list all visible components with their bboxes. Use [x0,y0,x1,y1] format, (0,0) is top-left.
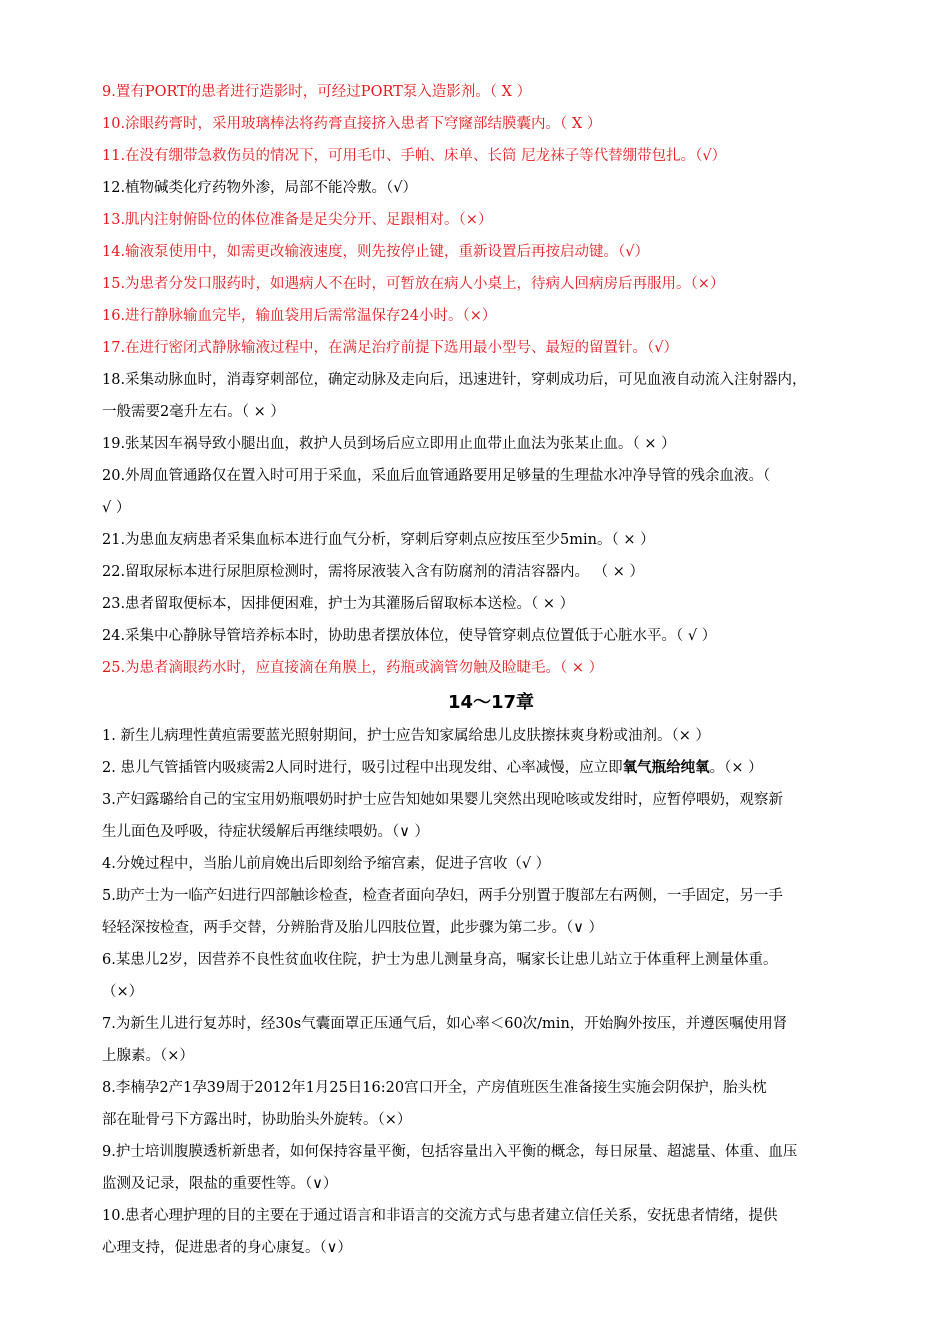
list-item: 监测及记录，限盐的重要性等。（∨） [102,1176,338,1192]
list-item: 16.进行静脉输血完毕，输血袋用后需常温保存24小时。（×） [102,308,497,324]
list-item: 18.采集动脉血时，消毒穿刺部位，确定动脉及走向后，迅速进针，穿刺成功后，可见血液自动流入注射器内， [102,372,807,388]
list-item: 5.助产士为一临产妇进行四部触诊检查，检查者面向孕妇，两手分别置于腹部左右两侧，一手固定，另一手 [102,888,783,904]
section-b-list [102,720,880,1264]
document-page [102,76,880,1264]
bold-emphasis: 氧气瓶给纯氧 [622,760,710,776]
list-item: 13.肌内注射俯卧位的体位准备是足尖分开、足跟相对。（×） [102,212,493,228]
list-item: 10.患者心理护理的目的主要在于通过语言和非语言的交流方式与患者建立信任关系，安抚患者情绪，提供 [102,1208,778,1224]
section-a-list [102,76,880,684]
list-item: 部在耻骨弓下方露出时，协助胎头外旋转。（×） [102,1112,412,1128]
list-item: 11.在没有绷带急救伤员的情况下，可用毛巾、手帕、床单、长筒 尼龙袜子等代替绷带包扎。（√） [102,148,727,164]
list-item: 23.患者留取便标本，因排便困难，护士为其灌肠后留取标本送检。（ × ） [102,596,575,612]
list-item: 4.分娩过程中，当胎儿前肩娩出后即刻给予缩宫素，促进子宫收（√ ） [102,856,551,872]
list-item: 21.为患血友病患者采集血标本进行血气分析，穿刺后穿刺点应按压至少5min。（ × ） [102,532,655,548]
chapter-heading: 14～17章 [447,692,535,713]
list-item: 20.外周血管通路仅在置入时可用于采血，采血后血管通路要用足够量的生理盐水冲净导管的残余血液。（ [102,468,771,484]
list-item-answer: 。（× ） [709,760,763,776]
list-item: 10.涂眼药膏时，采用玻璃棒法将药膏直接挤入患者下穹窿部结膜囊内。（ X ） [102,116,602,132]
list-item-text: 2. 患儿气管插管内吸痰需2人同时进行，吸引过程中出现发绀、心率减慢，应立即 [102,760,623,776]
list-item: √ ） [102,500,131,516]
list-item: 15.为患者分发口服药时，如遇病人不在时，可暂放在病人小桌上，待病人回病房后再服用。（×） [102,276,725,292]
list-item: 7.为新生儿进行复苏时，经30s气囊面罩正压通气后，如心率＜60次/min，开始胸外按压，并遵医嘱使用肾 [102,1016,788,1032]
list-item: 6.某患儿2岁，因营养不良性贫血收住院，护士为患儿测量身高，嘱家长让患儿站立于体重秤上测量体重。 [102,952,778,968]
list-item: 1. 新生儿病理性黄疸需要蓝光照射期间，护士应告知家属给患儿皮肤擦抹爽身粉或油剂。（× ） [102,728,710,744]
list-item: 12.植物碱类化疗药物外渗，局部不能冷敷。（√） [102,180,418,196]
list-item: 8.李楠孕2产1孕39周于2012年1月25日16:20宫口开全，产房值班医生准备接生实施会阴保护，胎头枕 [102,1080,767,1096]
list-item [102,752,880,784]
list-item: 心理支持，促进患者的身心康复。（∨） [102,1240,352,1256]
list-item: 3.产妇露璐给自己的宝宝用奶瓶喂奶时护士应告知她如果婴儿突然出现呛咳或发绀时，应暂停喂奶，观察新 [102,792,783,808]
list-item: 25.为患者滴眼药水时，应直接滴在角膜上，药瓶或滴管勿触及睑睫毛。（ × ） [102,660,604,676]
list-item: 14.输液泵使用中，如需更改输液速度，则先按停止键，重新设置后再按启动键。（√） [102,244,650,260]
list-item: （×） [102,984,144,1000]
list-item: 9.护士培训腹膜透析新患者，如何保持容量平衡，包括容量出入平衡的概念，每日尿量、超滤量、体重、血压 [102,1144,798,1160]
list-item: 17.在进行密闭式静脉输液过程中，在满足治疗前提下选用最小型号、最短的留置针。（√） [102,340,679,356]
list-item: 上腺素。（×） [102,1048,194,1064]
list-item: 生儿面色及呼吸，待症状缓解后再继续喂奶。（∨ ） [102,824,429,840]
list-item: 9.置有PORT的患者进行造影时，可经过PORT泵入造影剂。（ X ） [102,84,532,100]
list-item: 24.采集中心静脉导管培养标本时，协助患者摆放体位，使导管穿刺点位置低于心脏水平。（ √ ） [102,628,717,644]
list-item: 19.张某因车祸导致小腿出血，救护人员到场后应立即用止血带止血法为张某止血。（ × ） [102,436,676,452]
list-item: 轻轻深按检查，两手交替，分辨胎背及胎儿四肢位置，此步骤为第二步。（∨ ） [102,920,603,936]
list-item: 一般需要2毫升左右。（ × ） [102,404,285,420]
list-item: 22.留取尿标本进行尿胆原检测时，需将尿液装入含有防腐剂的清洁容器内。 （ × ） [102,564,645,580]
